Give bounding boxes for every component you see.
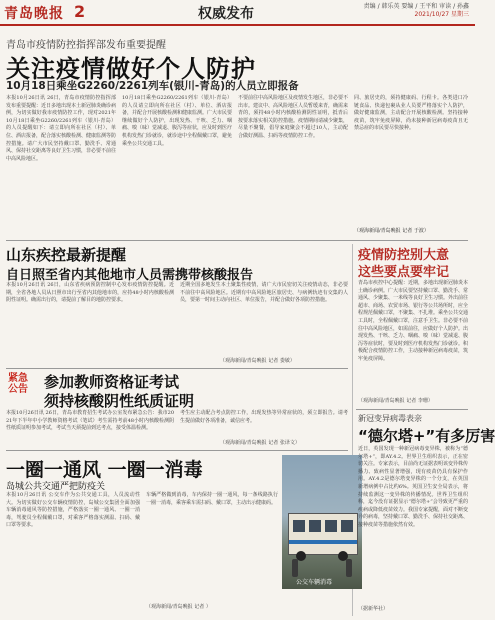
divider bbox=[356, 409, 468, 410]
bus-column-1: 本报10月26日讯 公交车作为公共交通工具，人员流动性大。为切实做好公交车辆疫情防控，岛城公交集团全面加强车辆消毒通风等防控措施，严格落实一圈一通风、一圈一消毒，驾驶员全程佩戴口罩，对乘客严格落实测温、扫码、戴口罩等要求。 bbox=[6, 492, 140, 529]
virus-title: “德尔塔+”有多厉害 bbox=[358, 427, 495, 445]
exam-column-2: 考生应主动配合考点防控工作，出现发热等异常症状的，须立即报告。请考生提前做好各项准备，诚信应考。 bbox=[180, 410, 348, 424]
lead-deck: 10月18日乘坐G2260/2261列车(银川-青岛)的人员立即报备 bbox=[6, 80, 299, 92]
shandong-title: 山东疾控最新提醒 bbox=[6, 246, 127, 264]
lead-column-1: 本报10月26日讯 26日，青岛市疫情防控指挥部发布重要提醒：近日多地出现本土新冠肺炎确诊病例，为切实做好我市疫情防控工作，现对2021年10月18日乘坐G2260/2261列车（银川-青岛）的人员提醒如下：请立即向所在社区（村）、单位、酒店报备，配合落实核酸检测、健康监测等防控措施。请广大市民坚持戴口罩、勤洗手、常通风、保持社交距离等良好卫生习惯，非必要不前往中高风险地区。 bbox=[6, 95, 117, 162]
divider bbox=[6, 240, 468, 241]
issue-date: 2021/10/27 星期三 bbox=[414, 11, 469, 18]
lead-column-3: 不要前往中高风险地区及疫情发生地区，非必要不出市。建议中、高风险地区人员暂缓来青，确需来青的，须持48小时内核酸检测阴性证明，抵青后按要求落实相关防控措施。疫情期间请减少聚集，尽量不聚餐，倡导家庭聚会不超过10人，主动配合做好测温、扫码等疫情防控工作。 bbox=[238, 95, 349, 139]
section-title: 权威发布 bbox=[198, 6, 254, 22]
urgent-tag-line2: 公告 bbox=[8, 384, 28, 395]
editor-line: 责编 / 韩乐英 要编 / 王平和 审读 / 孙鑫 bbox=[363, 3, 469, 10]
bus-column-2: 车辆严格做到消毒，车内保持一圈一通风，每一条线路执行一圈一消毒，乘客乘车需扫码、戴口罩，主动出示健康码。 bbox=[146, 492, 278, 506]
masthead-meta bbox=[364, 3, 469, 19]
urgent-tag bbox=[8, 373, 28, 395]
photo-caption: 公交车辆消毒 bbox=[296, 579, 333, 586]
divider bbox=[6, 368, 348, 369]
shandong-credit: （观海新闻/青岛晚报 记者 娄敏） bbox=[220, 358, 295, 364]
masthead bbox=[0, 0, 475, 26]
bus-title: 一圈一通风 一圈一消毒 bbox=[6, 459, 203, 481]
lead-credit: （观海新闻/青岛晚报 记者 于波） bbox=[354, 228, 429, 234]
divider bbox=[6, 450, 348, 451]
bus-illustration bbox=[288, 513, 358, 555]
lead-column-4: 同、旅居史的，须持健康码、行程卡。各类进口冷链食品、快递包裹从业人员要严格落实个人防护，做好健康监测，主动配合开展核酸检测。坚持接种疫苗，筑牢免疫屏障，尚未接种新冠病毒疫苗且无禁忌症的市民要尽快接种。 bbox=[354, 95, 468, 132]
urgent-tag-line1: 紧急 bbox=[8, 373, 28, 384]
exam-deck: 须持核酸阴性纸质证明 bbox=[44, 392, 195, 410]
exam-column-1: 本报10月26日讯 26日，青岛市教育招生考试办公室发布紧急公告：我市2021年下半年中小学教师资格考试（笔试）考生需持考前48小时内核酸检测阴性纸质证明参加考试，考试当天须提前到达考点，接受体温检测。 bbox=[6, 410, 174, 432]
right-credit: （观海新闻/青岛晚报 记者 李珊） bbox=[358, 398, 433, 404]
virus-kicker: 新冠变异病毒表亲 bbox=[358, 414, 422, 423]
exam-credit: （观海新闻/青岛晚报 记者 张译文） bbox=[220, 440, 300, 446]
lead-subtitle: 青岛市疫情防控指挥部发布重要提醒 bbox=[6, 40, 166, 51]
lead-title: 关注疫情做好个人防护 bbox=[6, 55, 256, 83]
shandong-column-2: 近期全国多地发生本土聚集性疫情，请广大市民密切关注疫情动态，非必要不前往中高风险地区。近期有中高风险地区旅居史、与病例轨迹有交集的人员，要第一时间主动向社区、单位报告，并配合做好各项防控措施。 bbox=[180, 282, 348, 304]
bus-credit: （观海新闻/青岛晚报 记者 ） bbox=[146, 604, 211, 610]
virus-column-text: 近日，英国发现一种新冠病毒变异株，被称为“德尔塔+”，即AY.4.2。世界卫生组织表示，正在密切关注。专家表示，目前尚无证据表明该变异株传播力、致病性显著增强，现有疫苗仍具有保护作用。AY.4.2是德尔塔变异株的一个分支，在英国新增病例中占比约6%。英国卫生安全局表示，将持续监测这一变异株的传播情况。世界卫生组织称，迄今没有证据显示“德尔塔+”会导致更严重的疾病或降低疫苗效力。我国专家提醒，面对不断变异的病毒，坚持戴口罩、勤洗手、保持社交距离、接种疫苗等措施依然有效。 bbox=[358, 446, 469, 528]
right-column-text: 青岛市疾控中心提醒：近期，多地出现新冠肺炎本土确诊病例。广大市民要坚持戴口罩、勤洗手、常通风、少聚集、一米线等良好卫生习惯。外出前往超市、商场、农贸市场、银行等公共场所时，应全程规范佩戴口罩，不聚集、不扎堆。乘坐公共交通工具时，全程佩戴口罩，注意手卫生。非必要不前往中高风险地区，如需前往，应做好个人防护。出现发热、干咳、乏力、咽痛、嗅（味）觉减退、腹泻等症状时，要及时到医疗机构发热门诊就诊。积极配合疫情防控工作，主动接种新冠病毒疫苗，筑牢免疫屏障。 bbox=[358, 280, 469, 362]
bus-deck: 岛城公共交通严把防疫关 bbox=[6, 482, 106, 492]
right-title-1: 疫情防控别大意 bbox=[358, 248, 450, 263]
bus-photo bbox=[282, 455, 362, 589]
newspaper-logo: 青岛晚报 bbox=[4, 6, 64, 22]
page-number: 2 bbox=[74, 2, 86, 21]
exam-title: 参加教师资格证考试 bbox=[44, 373, 180, 391]
shandong-column-1: 本报10月26日讯 26日，山东省疾病预防控制中心发布疫情防控提醒。近期，全省各地人员从日照市出行至省内其他地市的，应持48小时内核酸检测阴性证明。确需出行的，请提前了解目的地防控要求。 bbox=[6, 282, 174, 304]
shandong-deck: 自日照至省内其他地市人员需携带核酸报告 bbox=[6, 268, 254, 283]
right-title-2: 这些要点要牢记 bbox=[358, 265, 450, 280]
virus-credit: （据新华社） bbox=[358, 606, 389, 612]
lead-column-2: 10月18日乘坐G2260/2261列车（银川-青岛）的人员请立即向所在社区（村）、单位、酒店报备，并配合开展核酸检测和健康监测。广大市民要继续做好个人防护，出现发热、干咳、乏力、咽痛、嗅（味）觉减退、腹泻等症状，应及时到医疗机构发热门诊就诊，就诊途中全程佩戴口罩，避免乘坐公共交通工具。 bbox=[122, 95, 233, 147]
